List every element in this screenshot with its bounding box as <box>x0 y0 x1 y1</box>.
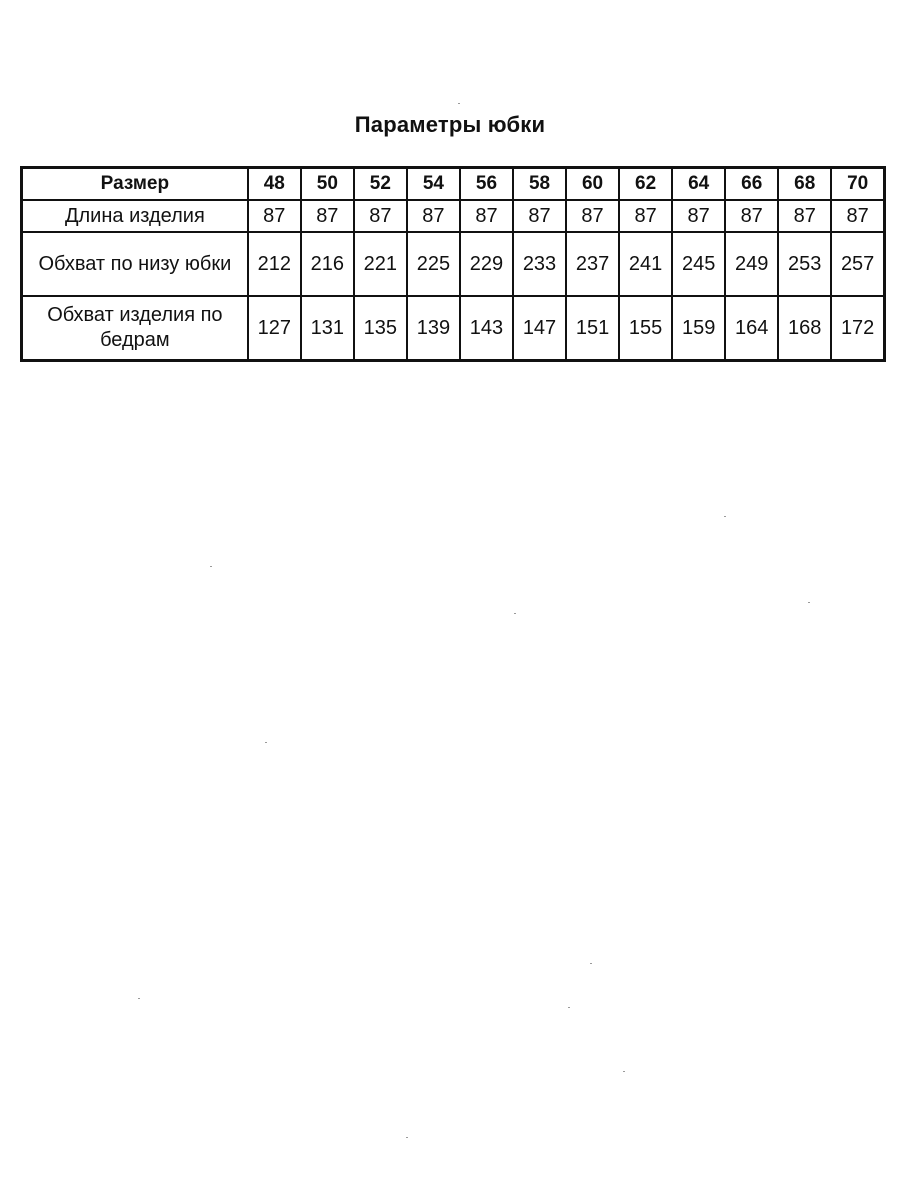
scan-speck <box>808 602 810 603</box>
scan-speck <box>406 1137 408 1138</box>
table-cell: 87 <box>778 200 831 232</box>
table-cell: 257 <box>831 232 884 296</box>
table-cell: 87 <box>460 200 513 232</box>
table-cell: 241 <box>619 232 672 296</box>
table-cell: 159 <box>672 296 725 361</box>
table-cell: 87 <box>248 200 301 232</box>
table-cell: 87 <box>619 200 672 232</box>
scan-speck <box>590 963 592 964</box>
size-header: 48 <box>248 168 301 201</box>
size-header: 50 <box>301 168 354 201</box>
scan-speck <box>138 998 140 999</box>
scan-speck <box>458 103 460 104</box>
table-cell: 87 <box>513 200 566 232</box>
table-cell: 216 <box>301 232 354 296</box>
table-cell: 155 <box>619 296 672 361</box>
size-header: 62 <box>619 168 672 201</box>
table-cell: 245 <box>672 232 725 296</box>
table-header-row <box>22 168 885 201</box>
size-header: 66 <box>725 168 778 201</box>
table-cell: 164 <box>725 296 778 361</box>
row-label: Длина изделия <box>22 200 248 232</box>
size-header: 58 <box>513 168 566 201</box>
table-cell: 237 <box>566 232 619 296</box>
size-table <box>20 166 886 362</box>
table-cell: 131 <box>301 296 354 361</box>
table-cell: 87 <box>301 200 354 232</box>
table-cell: 127 <box>248 296 301 361</box>
size-header: 64 <box>672 168 725 201</box>
table-cell: 229 <box>460 232 513 296</box>
table-cell: 87 <box>354 200 407 232</box>
table-cell: 87 <box>407 200 460 232</box>
table-cell: 233 <box>513 232 566 296</box>
table-row <box>22 232 885 296</box>
page-title: Параметры юбки <box>354 112 546 137</box>
scan-speck <box>623 1071 625 1072</box>
scan-speck <box>724 516 726 517</box>
header-label: Размер <box>22 168 248 201</box>
scan-speck <box>265 742 267 743</box>
table-row <box>22 296 885 361</box>
scan-speck <box>568 1007 570 1008</box>
table-cell: 87 <box>672 200 725 232</box>
size-header: 52 <box>354 168 407 201</box>
row-label: Обхват изделия по бедрам <box>22 296 248 361</box>
table-cell: 87 <box>725 200 778 232</box>
table-cell: 139 <box>407 296 460 361</box>
size-header: 70 <box>831 168 884 201</box>
table-cell: 147 <box>513 296 566 361</box>
size-header: 68 <box>778 168 831 201</box>
table-cell: 135 <box>354 296 407 361</box>
table-cell: 225 <box>407 232 460 296</box>
table-cell: 151 <box>566 296 619 361</box>
scan-speck <box>210 566 212 567</box>
size-header: 54 <box>407 168 460 201</box>
table-cell: 87 <box>566 200 619 232</box>
table-cell: 172 <box>831 296 884 361</box>
table-cell: 221 <box>354 232 407 296</box>
size-header: 60 <box>566 168 619 201</box>
table-cell: 87 <box>831 200 884 232</box>
table-cell: 143 <box>460 296 513 361</box>
table-cell: 253 <box>778 232 831 296</box>
row-label: Обхват по низу юбки <box>22 232 248 296</box>
table-cell: 249 <box>725 232 778 296</box>
table-row <box>22 200 885 232</box>
table-cell: 168 <box>778 296 831 361</box>
scan-speck <box>514 613 516 614</box>
size-header: 56 <box>460 168 513 201</box>
table-cell: 212 <box>248 232 301 296</box>
